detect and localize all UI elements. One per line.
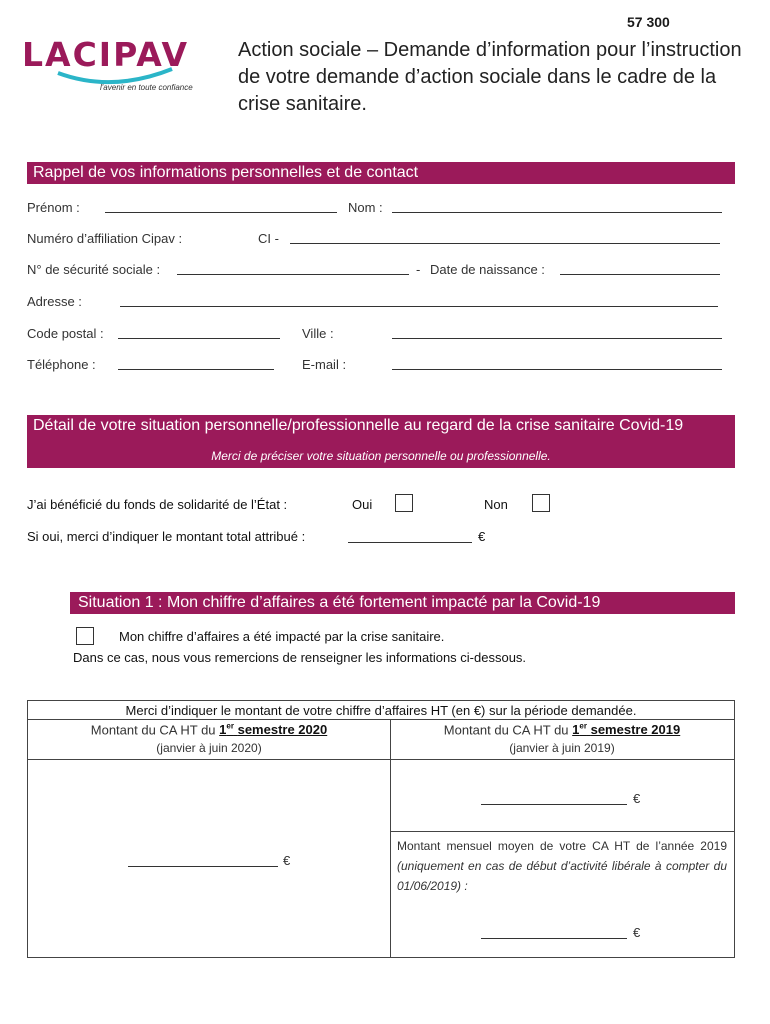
monthly-average-field[interactable] [481,938,627,939]
naissance-field[interactable] [560,274,720,275]
prenom-field[interactable] [105,212,337,213]
ville-field[interactable] [392,338,722,339]
oui-checkbox[interactable] [395,494,413,512]
section-situation-title: Détail de votre situation personnelle/professionnelle au regard de la crise sanitaire Covid-19 [33,417,684,434]
code-postal-label: Code postal : [27,326,104,341]
col2-header [390,722,734,737]
adresse-field[interactable] [120,306,718,307]
monthly-italic: (uniquement en cas de début d’activité libérale à compter du 01/06/2019) : [397,859,727,893]
document-code: 57 300 [627,14,670,30]
situation1-note: Dans ce cas, nous vous remercions de renseigner les informations ci-dessous. [73,650,527,665]
email-field[interactable] [392,369,722,370]
code-postal-field[interactable] [118,338,280,339]
table-divider [28,719,734,720]
montant-question: Si oui, merci d’indiquer le montant total attribué : [27,529,306,544]
non-label: Non [484,497,508,512]
affiliation-label: Numéro d’affiliation Cipav : [27,231,183,246]
fonds-question: J’ai bénéficié du fonds de solidarité de l’État : [27,497,288,512]
col2-sup: er [579,722,587,731]
situation1-checkbox[interactable] [76,627,94,645]
telephone-field[interactable] [118,369,274,370]
ca-2020-euro: € [283,853,291,868]
table-header-divider [28,759,734,760]
logo-wordmark: LACIPAV [22,35,190,74]
col2-ord: 1 [572,722,580,738]
section-situation-header [27,415,735,468]
nom-field[interactable] [392,212,722,213]
col2-suffix: semestre 2019 [590,722,681,738]
affiliation-field[interactable] [290,243,720,244]
secu-field[interactable] [177,274,409,275]
table-right-divider [390,831,734,832]
col2-prefix: Montant du CA HT du [443,722,569,738]
telephone-label: Téléphone : [27,357,96,372]
naissance-label: Date de naissance : [430,262,545,277]
adresse-label: Adresse : [27,294,82,309]
ville-label: Ville : [302,326,334,341]
montant-field[interactable] [348,542,472,543]
cipav-logo [22,35,222,105]
col1-header [28,722,390,737]
email-label: E-mail : [302,357,347,372]
col1-sup: er [226,722,234,731]
secu-separator: - [416,262,421,277]
col1-suffix: semestre 2020 [237,722,328,738]
ca-2020-field[interactable] [128,866,278,867]
ca-table [27,700,735,958]
logo-tagline: l'avenir en toute confiance [100,83,193,92]
situation1-header: Situation 1 : Mon chiffre d’affaires a été fortement impacté par la Covid-19 [70,592,735,614]
ci-label: CI - [258,231,279,246]
montant-euro: € [478,529,486,544]
section-situation-subtitle: Merci de préciser votre situation personnelle ou professionnelle. [211,449,551,463]
ca-table-header: Merci d’indiquer le montant de votre chiffre d’affaires HT (en €) sur la période demandée. [125,703,637,718]
col1-prefix: Montant du CA HT du [90,722,216,738]
ca-2019-euro: € [633,791,641,806]
monthly-text: Montant mensuel moyen de votre CA HT de l’année 2019 [397,839,727,853]
monthly-average-euro: € [633,925,641,940]
monthly-average-text [397,836,727,896]
secu-label: N° de sécurité sociale : [27,262,161,277]
col1-subheader: (janvier à juin 2020) [156,741,262,755]
page-title: Action sociale – Demande d’information pour l’instruction de votre demande d’action sociale dans le cadre de la crise sanitaire. [238,39,742,115]
section-personal-info-header: Rappel de vos informations personnelles et de contact [27,162,735,184]
nom-label: Nom : [348,200,383,215]
non-checkbox[interactable] [532,494,550,512]
ca-2019-field[interactable] [481,804,627,805]
col1-ord: 1 [219,722,227,738]
prenom-label: Prénom : [27,200,80,215]
col2-subheader: (janvier à juin 2019) [509,741,615,755]
oui-label: Oui [352,497,373,512]
situation1-checkbox-label: Mon chiffre d’affaires a été impacté par la crise sanitaire. [119,629,445,644]
